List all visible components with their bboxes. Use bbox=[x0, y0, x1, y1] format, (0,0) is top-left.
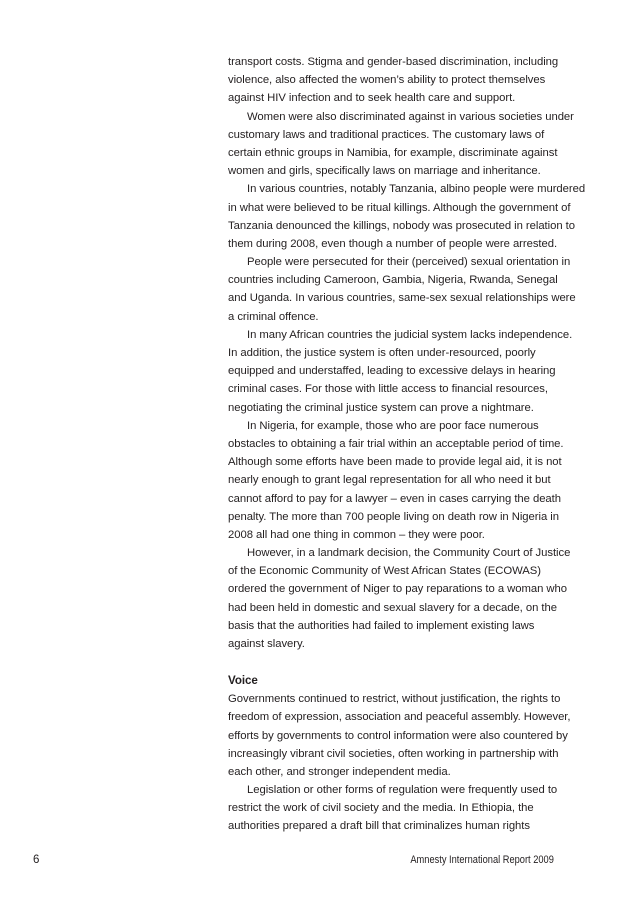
text-line: a criminal offence. bbox=[228, 310, 319, 323]
text-line: against slavery. bbox=[228, 638, 305, 650]
text-line: ordered the government of Niger to pay reparations to a woman who bbox=[228, 583, 567, 596]
section-discrimination-justice bbox=[228, 53, 586, 653]
text-line: customary laws and traditional practices. The customary laws of bbox=[228, 128, 545, 141]
text-line: in what were believed to be ritual killings. Although the government of bbox=[228, 201, 571, 214]
text-line: In Nigeria, for example, those who are poor face numerous bbox=[247, 419, 539, 432]
text-line: transport costs. Stigma and gender-based discrimination, including bbox=[228, 56, 559, 68]
text-line: equipped and understaffed, leading to excessive delays in hearing bbox=[228, 365, 556, 378]
text-line: increasingly vibrant civil societies, often working in partnership with bbox=[228, 747, 559, 760]
text-line: People were persecuted for their (perceived) sexual orientation in bbox=[247, 256, 571, 269]
text-line: cannot afford to pay for a lawyer – even in cases carrying the death bbox=[228, 492, 561, 505]
text-line: Although some efforts have been made to provide legal aid, it is not bbox=[228, 456, 562, 469]
text-line: Tanzania denounced the killings, nobody was prosecuted in relation to bbox=[228, 219, 575, 232]
text-line: of the Economic Community of West African States (ECOWAS) bbox=[228, 565, 541, 578]
page-number: 6 bbox=[33, 854, 40, 866]
text-line: negotiating the criminal justice system can prove a nightmare. bbox=[228, 401, 534, 414]
text-line: However, in a landmark decision, the Community Court of Justice bbox=[247, 547, 571, 560]
text-line: them during 2008, even though a number of people were arrested. bbox=[228, 237, 558, 250]
text-line: penalty. The more than 700 people living on death row in Nigeria in bbox=[228, 510, 559, 523]
text-line: and Uganda. In various countries, same-sex sexual relationships were bbox=[228, 292, 576, 305]
text-line: against HIV infection and to seek health care and support. bbox=[228, 92, 516, 105]
text-line: criminal cases. For those with little access to financial resources, bbox=[228, 383, 548, 396]
text-line: 2008 all had one thing in common – they were poor. bbox=[228, 528, 485, 541]
text-line: nearly enough to grant legal representation for all who need it but bbox=[228, 474, 551, 487]
text-line: obstacles to obtaining a fair trial within an acceptable period of time. bbox=[228, 437, 564, 450]
text-line: efforts by governments to control information were also countered by bbox=[228, 729, 568, 742]
text-line: countries including Cameroon, Gambia, Nigeria, Rwanda, Senegal bbox=[228, 274, 558, 287]
text-line: freedom of expression, association and peaceful assembly. However, bbox=[228, 711, 571, 724]
text-line: certain ethnic groups in Namibia, for example, discriminate against bbox=[228, 146, 558, 159]
text-line: In addition, the justice system is often under-resourced, poorly bbox=[228, 347, 536, 359]
text-line: In various countries, notably Tanzania, albino people were murdered bbox=[247, 183, 586, 196]
text-line: had been held in domestic and sexual slavery for a decade, on the bbox=[228, 601, 557, 614]
running-footer-title: Amnesty International Report 2009 bbox=[410, 854, 554, 866]
text-line: Women were also discriminated against in various societies under bbox=[247, 110, 574, 123]
text-line: each other, and stronger independent media. bbox=[228, 765, 451, 778]
text-line: Legislation or other forms of regulation were frequently used to bbox=[247, 784, 558, 797]
text-line: women and girls, specifically laws on marriage and inheritance. bbox=[228, 165, 541, 178]
body-text-column bbox=[228, 53, 586, 836]
text-line: basis that the authorities had failed to implement existing laws bbox=[228, 619, 535, 632]
text-line: authorities prepared a draft bill that criminalizes human rights bbox=[228, 820, 530, 833]
text-line: In many African countries the judicial system lacks independence. bbox=[247, 328, 573, 341]
text-line: restrict the work of civil society and the media. In Ethiopia, the bbox=[228, 802, 534, 815]
text-line: violence, also affected the women’s ability to protect themselves bbox=[228, 74, 546, 87]
section-heading-voice: Voice bbox=[228, 673, 258, 687]
text-line: Governments continued to restrict, without justification, the rights to bbox=[228, 693, 561, 706]
section-voice bbox=[228, 690, 571, 836]
